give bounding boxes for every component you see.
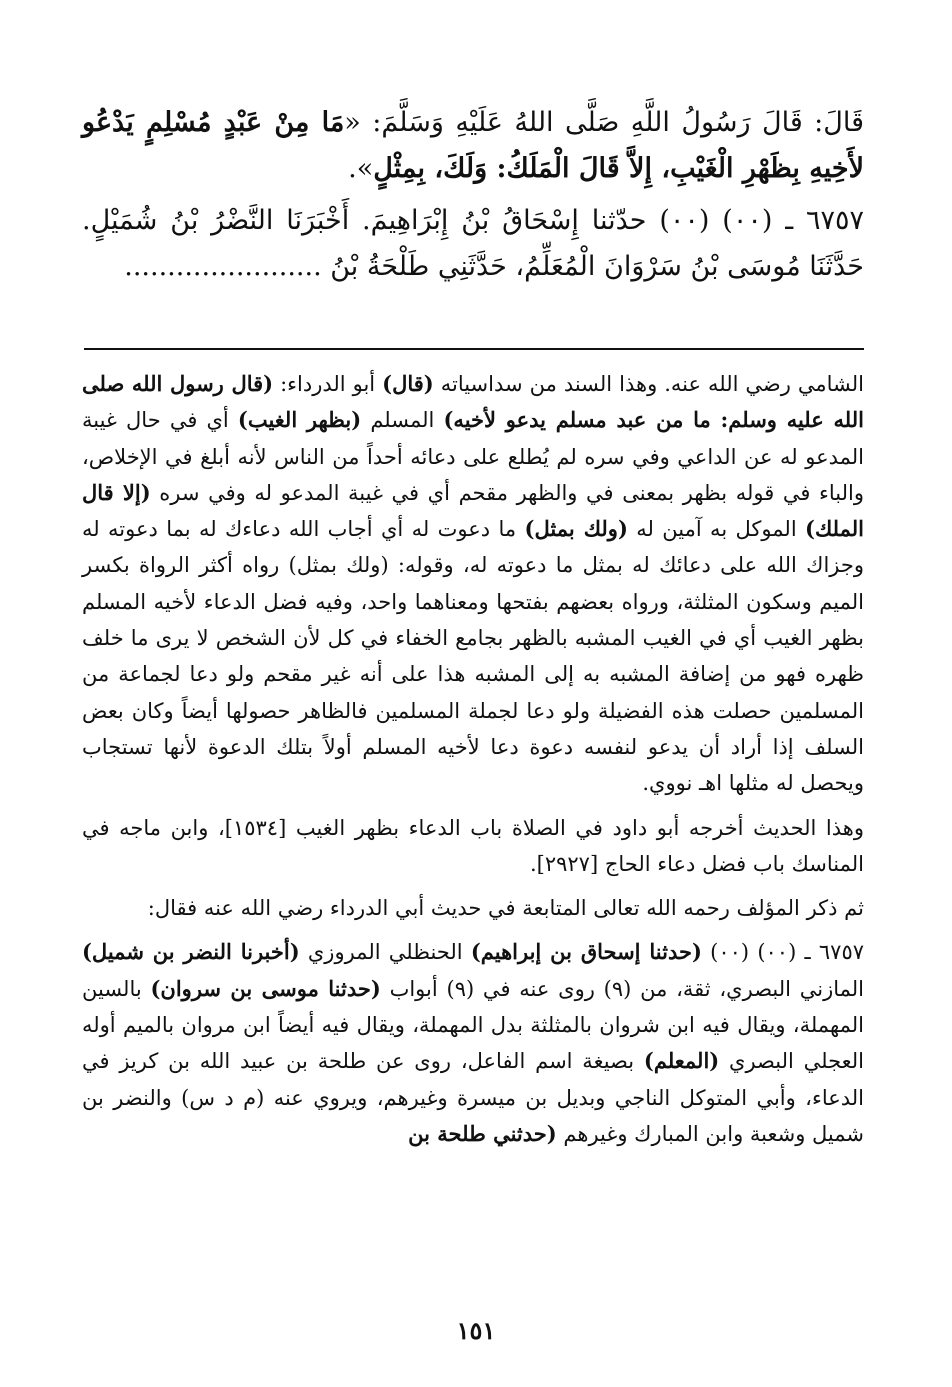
commentary-text: ثم ذكر المؤلف رحمه الله تعالى المتابعة في حديث أبي الدرداء رضي الله عنه فقال:	[147, 896, 864, 921]
commentary-bold: (بظهر الغيب)	[237, 407, 362, 433]
commentary-text: وهذا الحديث أخرجه أبو داود في الصلاة باب الدعاء بظهر الغيب [١٥٣٤]، وابن ماجه في المناسك باب فضل دعاء الحاج [٢٩٢٧].	[82, 815, 865, 876]
hadith-matn-bold: مَا مِنْ عَبْدٍ مُسْلِمٍ يَدْعُو لأَخِيهِ بِظَهْرِ الْغَيْبِ، إِلاَّ قَالَ الْمَلَكُ: وَلَكَ، بِمِثْلٍ	[82, 107, 864, 184]
commentary-bold: (ولك بمثل)	[524, 516, 628, 542]
commentary-text: الحنظلي المروزي	[299, 940, 471, 965]
continuation-dots: .......................	[124, 251, 322, 282]
commentary-text: الشامي رضي الله عنه. وهذا السند من سداسياته	[433, 372, 865, 396]
commentary-text: بصيغة اسم الفاعل، روى عن طلحة بن عبيد الله بن كريز في الدعاء، وأبي المتوكل الناجي وبديل بن ميسرة وغيرهم، ويروي عنه (م د س) والنضر بن شميل وشعبة وابن المبارك وغيرهم	[82, 1049, 864, 1146]
commentary-bold: (قال)	[382, 371, 434, 396]
hadith-paragraph-2	[82, 198, 864, 290]
commentary-text: بالسين المهملة، ويقال فيه ابن شروان بالمثلثة بدل المهملة، ويقال فيه أيضاً ابن مروان بالميم أوله العجلي البصري	[82, 976, 865, 1074]
commentary-bold: (إلا قال الملك)	[82, 479, 864, 542]
commentary-bold: (المعلم)	[643, 1048, 720, 1074]
hadith-lead: قَالَ: قَالَ رَسُولُ اللَّهِ صَلَّى اللهُ عَلَيْهِ وَسَلَّمَ: «	[344, 107, 865, 138]
commentary-bold: (حدثني طلحة بن	[408, 1120, 557, 1146]
commentary-paragraph-1	[82, 366, 864, 802]
commentary-bold: (قال رسول الله صلى الله عليه وسلم: ما من عبد مسلم يدعو لأخيه)	[82, 371, 864, 433]
commentary-bold: (حدثنا إسحاق بن إبراهيم)	[470, 939, 702, 965]
commentary-bold: (حدثنا موسى بن سروان)	[150, 975, 381, 1001]
commentary-text: المازني البصري، ثقة، من (٩) روى عنه في (٩) أبواب	[380, 976, 865, 1001]
commentary-text: أبو الدرداء:	[273, 372, 383, 396]
commentary-block	[82, 366, 864, 1160]
commentary-text: أي في حال غيبة المدعو له عن الداعي وفي سره لم يُطلع على دعائه أحداً من الناس لأنه أبلغ في الإخلاص، والباء في قوله بظهر بمعنى في والظهر مقحم أي في غيبة المدعو له وفي سره	[82, 408, 864, 505]
hadith-isnad: ٦٧٥٧ ـ (٠٠) (٠٠) حدّثنا إِسْحَاقُ بْنُ إِبْرَاهِيمَ. أَخْبَرَنَا النَّضْرُ بْنُ شُمَيْلٍ. حَدَّثَنَا مُوسَى بْنُ سَرْوَانَ الْمُعَلِّمُ، حَدَّثَنِي طَلْحَةُ بْنُ	[82, 205, 864, 282]
page-number: ١٥١	[456, 1316, 496, 1345]
commentary-bold: (أخبرنا النضر بن شميل)	[82, 939, 300, 965]
footnote-divider	[84, 348, 864, 350]
hadith-close-quote: ».	[348, 153, 374, 184]
commentary-paragraph-2	[82, 810, 864, 883]
commentary-paragraph-3	[82, 890, 864, 926]
hadith-paragraph-1	[82, 100, 864, 192]
commentary-text: ٦٧٥٧ ـ (٠٠) (٠٠)	[701, 940, 865, 965]
commentary-text: المسلم	[361, 408, 444, 433]
hadith-text-block	[82, 100, 864, 296]
commentary-paragraph-4	[82, 934, 864, 1152]
commentary-text: الموكل به آمين له	[627, 517, 806, 542]
commentary-text: ما دعوت له أي أجاب الله دعاءك له بما دعوته له وجزاك الله على دعائك له بمثل ما دعوته له، وقوله: (ولك بمثل) رواه أكثر الرواة بكسر الميم وسكون المثلثة، ورواه بعضهم بفتحها ومعناهما واحد، وفيه فضل الدعاء لأخيه المسلم بظهر الغيب أي في الغيب المشبه بالظهر بجامع الخفاء في كل لأن الشخص لا يرى ما خلف ظهره فهو من إضافة المشبه به إلى المشبه هذا على أنه غير مقحم ولو دعا لجماعة من المسلمين حصلت هذه الفضيلة ولو دعا لجملة المسلمين فالظاهر حصولها أيضاً وكان بعض السلف إذا أراد أن يدعو لنفسه دعوة دعا لأخيه المسلم أولاً بتلك الدعوة لأنها تستجاب ويحصل له مثلها اهـ نووي.	[82, 517, 864, 796]
